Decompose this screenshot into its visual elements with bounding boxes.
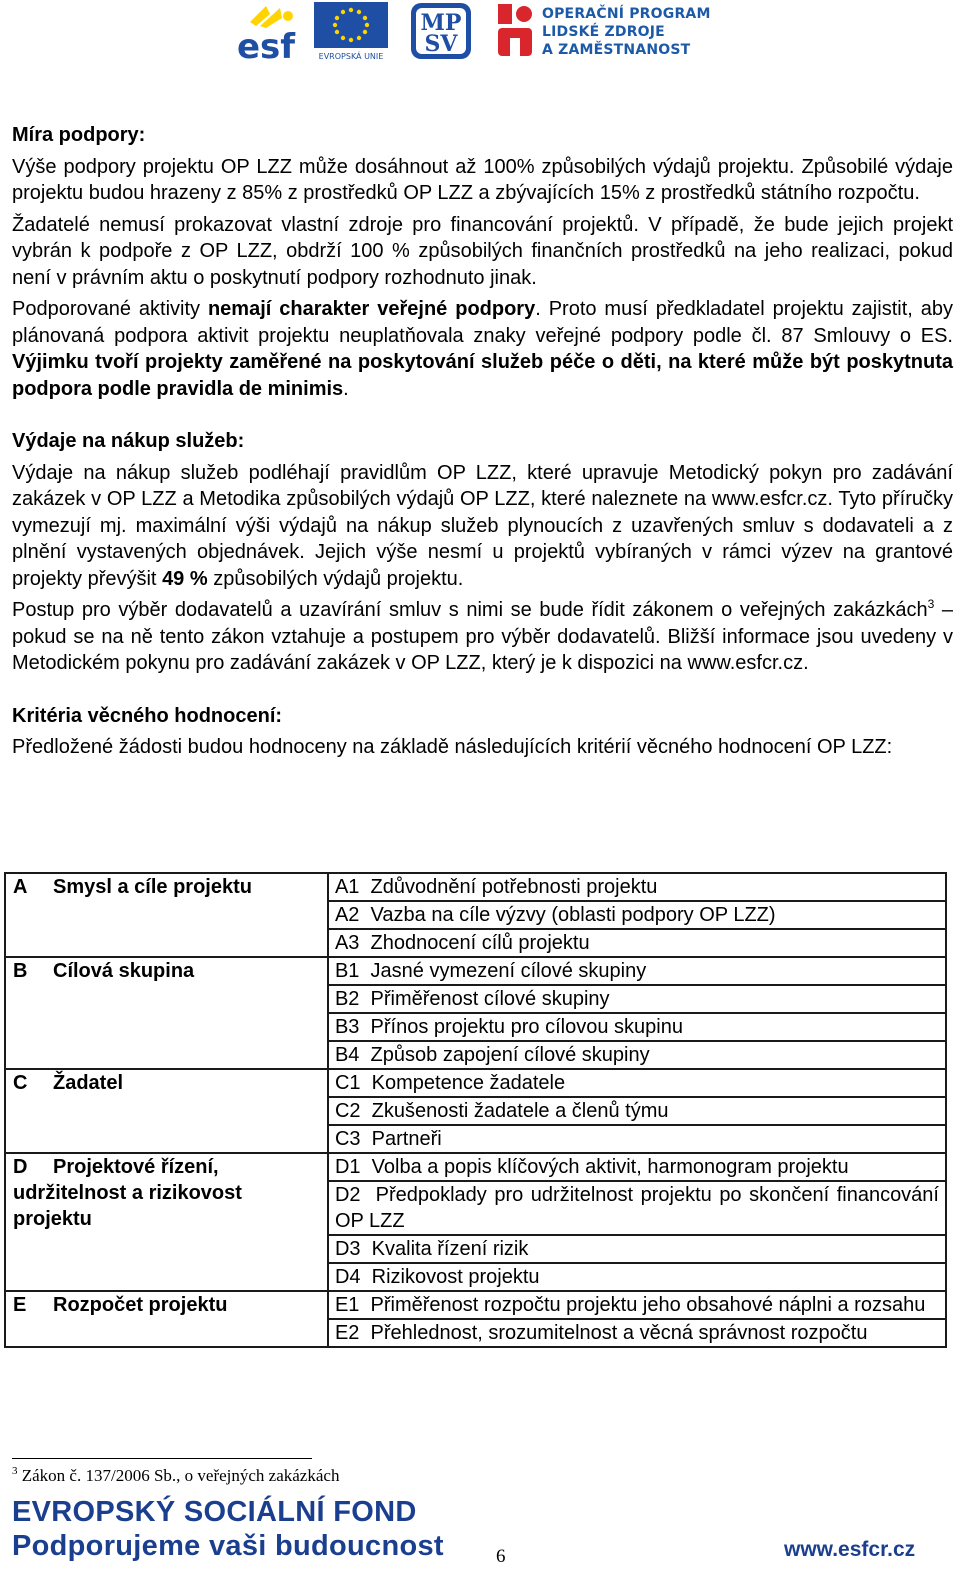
criteria-item-label: Partneři xyxy=(371,1128,442,1150)
text-run: Výdaje na nákup služeb podléhají pravidlům OP LZZ, které upravuje Metodický pokyn pro zadávání zakázek v OP LZZ a Metodika způsobilých výdajů OP LZZ, které naleznete na www.esfcr.cz. Tyto příručky vymezují mj. maximální výši výdajů na nákup služeb plynoucích z uzavřených smluv s dodavateli a z plnění vystavených objednávek. Jejich výše nesmí u projektů vybíraných v rámci výzev na grantové projekty převýšit xyxy=(12,461,953,590)
criteria-item xyxy=(328,901,946,929)
paragraph-mira-3 xyxy=(12,296,953,402)
text-run-bold: nemají charakter veřejné podpory xyxy=(207,298,536,320)
criteria-item-label: Rizikovost projektu xyxy=(371,1266,540,1288)
paragraph-mira-1: Výše podpory projektu OP LZZ může dosáhnout až 100% způsobilých výdajů projektu. Způsobilé výdaje projektu budou hrazeny z 85% z prostředků OP LZZ a zbývajících 15% z prostředků státního rozpočtu. xyxy=(12,155,953,204)
criteria-group xyxy=(5,1291,328,1347)
criteria-group-label: Rozpočet projektu xyxy=(53,1294,228,1316)
footnote-separator xyxy=(12,1458,312,1459)
criteria-row xyxy=(5,1069,946,1097)
document-body xyxy=(12,122,953,761)
criteria-group-label: Projektové řízení, udržitelnost a rizikovost projektu xyxy=(13,1156,242,1230)
criteria-item-label: Zdůvodnění potřebnosti projektu xyxy=(370,876,658,898)
criteria-group-label: Žadatel xyxy=(53,1072,124,1094)
criteria-item-code: E2 xyxy=(334,1322,360,1344)
op-logo-line-1: OPERAČNÍ PROGRAM xyxy=(542,6,711,22)
criteria-item-label: Přehlednost, srozumitelnost a věcná správnost rozpočtu xyxy=(370,1322,868,1344)
text-run: způsobilých výdajů projektu. xyxy=(207,567,464,590)
criteria-item xyxy=(328,1125,946,1153)
criteria-item-label: Kompetence žadatele xyxy=(371,1072,566,1094)
paragraph-kriteria-intro: Předložené žádosti budou hodnoceny na základě následujících kritérií věcného hodnocení OP LZZ: xyxy=(12,736,893,758)
criteria-item-code: D4 xyxy=(334,1266,361,1288)
criteria-row xyxy=(5,1153,946,1181)
esf-logo-text: esf xyxy=(237,27,296,62)
op-lzz-logo xyxy=(494,2,714,62)
criteria-group-code: D xyxy=(13,1156,28,1178)
criteria-item xyxy=(328,873,946,901)
criteria-item-label: Zkušenosti žadatele a členů týmu xyxy=(371,1100,669,1122)
criteria-item xyxy=(328,1153,946,1181)
text-run: . xyxy=(343,377,349,400)
footnote-mark: 3 xyxy=(12,1465,18,1477)
page-number: 6 xyxy=(496,1546,506,1567)
criteria-row xyxy=(5,957,946,985)
criteria-item-code: B4 xyxy=(334,1044,360,1066)
esf-logo xyxy=(236,2,308,62)
text-run-bold: 49 % xyxy=(162,567,208,590)
text-run: Podporované aktivity xyxy=(12,298,208,320)
criteria-group-label: Smysl a cíle projektu xyxy=(53,876,252,898)
criteria-item-code: A3 xyxy=(334,932,360,954)
criteria-row xyxy=(5,873,946,901)
criteria-item-code: D1 xyxy=(334,1156,361,1178)
text-run: . Proto musí předkladatel projektu zajistit, aby plánovaná podpora aktivit projektu neuplatňovala znaky veřejné podpory podle čl. 87 Smlouvy o ES. xyxy=(12,298,953,347)
criteria-item-label: Vazba na cíle výzvy (oblasti podpory OP LZZ) xyxy=(370,904,776,926)
criteria-item-label: Způsob zapojení cílové skupiny xyxy=(370,1044,650,1066)
criteria-item-code: A2 xyxy=(334,904,360,926)
criteria-item-code: C3 xyxy=(334,1128,361,1150)
eu-flag-logo xyxy=(314,2,388,62)
footer-slogan: Podporujeme vaši budoucnost xyxy=(12,1530,444,1562)
criteria-item-code: C1 xyxy=(334,1072,361,1094)
paragraph-vydaje-1 xyxy=(12,460,953,593)
criteria-item xyxy=(328,957,946,985)
criteria-item-label: Zhodnocení cílů projektu xyxy=(370,932,590,954)
header-logos xyxy=(236,0,716,66)
eu-logo-text: EVROPSKÁ UNIE xyxy=(318,52,384,61)
heading-vydaje: Výdaje na nákup služeb: xyxy=(12,430,245,452)
footnote xyxy=(12,1466,339,1486)
criteria-item-code: D3 xyxy=(334,1238,361,1260)
criteria-item-code: B3 xyxy=(334,1016,360,1038)
mpsv-logo-top: MP xyxy=(420,10,462,36)
mpsv-logo xyxy=(410,2,472,60)
criteria-item-code: C2 xyxy=(334,1100,361,1122)
criteria-item xyxy=(328,985,946,1013)
criteria-item xyxy=(328,1263,946,1291)
criteria-item-label: Kvalita řízení rizik xyxy=(371,1238,529,1260)
text-run: – pokud se na ně tento zákon vztahuje a postupem pro výběr dodavatelů. Bližší informace jsou uvedeny v Metodickém pokynu pro zadávání zakázek v OP LZZ, který je k dispozici na www.esfcr.cz. xyxy=(12,599,953,674)
criteria-item-code: B2 xyxy=(334,988,360,1010)
op-logo-line-3: A ZAMĚSTNANOST xyxy=(542,42,691,58)
criteria-group xyxy=(5,957,328,1069)
criteria-item-label: Předpoklady pro udržitelnost projektu po skončení financování OP LZZ xyxy=(334,1184,939,1232)
criteria-group xyxy=(5,1069,328,1153)
criteria-item-code: E1 xyxy=(334,1294,360,1316)
criteria-group xyxy=(5,1153,328,1291)
op-logo-line-2: LIDSKÉ ZDROJE xyxy=(542,24,665,40)
criteria-item-label: Přiměřenost cílové skupiny xyxy=(370,988,610,1010)
criteria-item-label: Přínos projektu pro cílovou skupinu xyxy=(370,1016,683,1038)
footnote-text: Zákon č. 137/2006 Sb., o veřejných zakázkách xyxy=(17,1466,340,1485)
criteria-row xyxy=(5,1291,946,1319)
heading-mira-podpory: Míra podpory: xyxy=(12,124,146,146)
paragraph-mira-2: Žadatelé nemusí prokazovat vlastní zdroje pro financování projektů. V případě, že bude jejich projekt vybrán k podpoře z OP LZZ, obdrží 100 % způsobilých finančních prostředků na jeho realizaci, pokud není v právním aktu o poskytnutí podpory rozhodnuto jinak. xyxy=(12,213,953,289)
criteria-item xyxy=(328,1291,946,1319)
criteria-item-label: Jasné vymezení cílové skupiny xyxy=(370,960,647,982)
footer-url-link[interactable]: www.esfcr.cz xyxy=(784,1538,916,1561)
criteria-item-code: A1 xyxy=(334,876,360,898)
criteria-item xyxy=(328,1319,946,1347)
criteria-group-code: B xyxy=(13,960,28,982)
criteria-item xyxy=(328,929,946,957)
paragraph-vydaje-2 xyxy=(12,597,953,677)
criteria-group-code: A xyxy=(13,876,28,898)
mpsv-logo-bottom: SV xyxy=(424,31,458,57)
criteria-item-code: D2 xyxy=(334,1184,361,1206)
text-run: Postup pro výběr dodavatelů a uzavírání smluv s nimi se bude řídit zákonem o veřejných zakázkách xyxy=(12,599,928,621)
text-run-bold: Výjimku tvoří projekty zaměřené na poskytování služeb péče o děti, na které může být poskytnuta podpora podle pravidla de minimis xyxy=(12,351,953,400)
criteria-item xyxy=(328,1013,946,1041)
criteria-group-code: C xyxy=(13,1072,28,1094)
criteria-item-code: B1 xyxy=(334,960,360,982)
criteria-item xyxy=(328,1181,946,1235)
footnote-ref[interactable]: 3 xyxy=(927,597,935,611)
criteria-group-label: Cílová skupina xyxy=(53,960,195,982)
footer-esf-title: EVROPSKÝ SOCIÁLNÍ FOND xyxy=(12,1496,417,1528)
criteria-item-label: Volba a popis klíčových aktivit, harmonogram projektu xyxy=(371,1156,849,1178)
criteria-item xyxy=(328,1097,946,1125)
criteria-item-label: Přiměřenost rozpočtu projektu jeho obsahové náplni a rozsahu xyxy=(370,1294,926,1316)
criteria-item xyxy=(328,1041,946,1069)
heading-kriteria: Kritéria věcného hodnocení: xyxy=(12,704,283,727)
criteria-item xyxy=(328,1069,946,1097)
criteria-table xyxy=(4,872,947,1348)
criteria-group-code: E xyxy=(13,1294,27,1316)
criteria-group xyxy=(5,873,328,957)
criteria-item xyxy=(328,1235,946,1263)
